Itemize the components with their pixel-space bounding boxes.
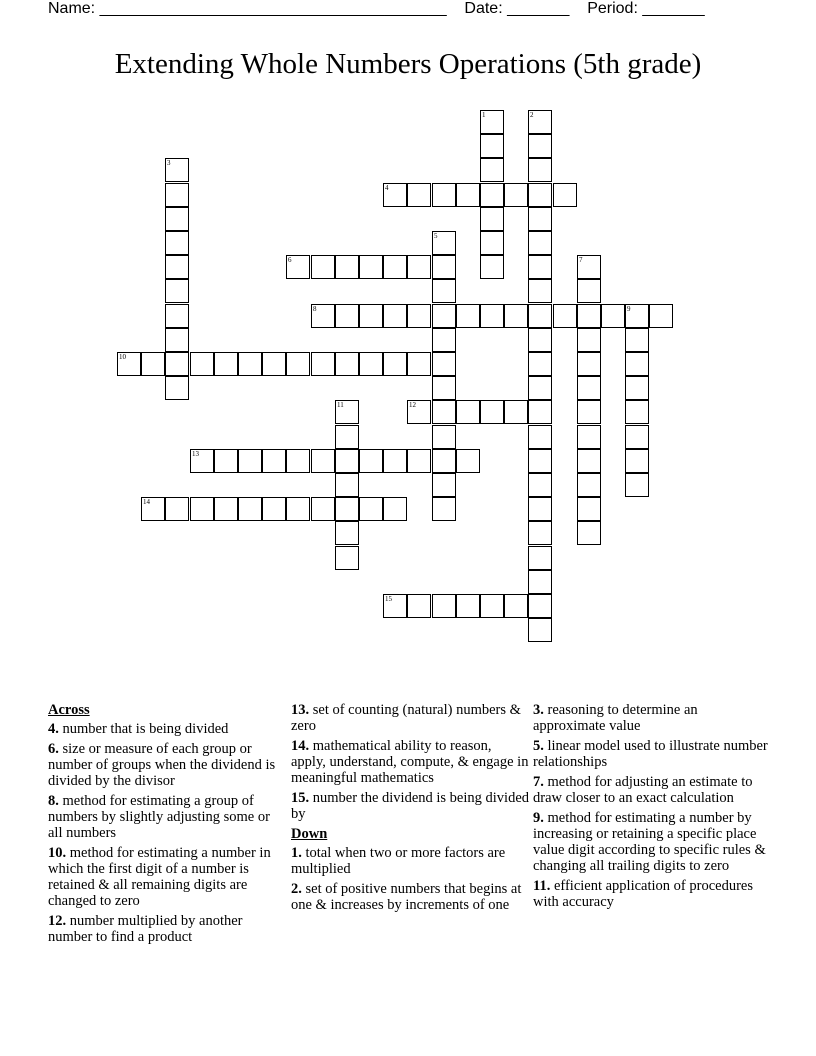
grid-cell[interactable] — [528, 158, 552, 182]
grid-cell-4[interactable] — [383, 183, 407, 207]
grid-cell[interactable] — [504, 183, 528, 207]
clue-text: mathematical ability to reason, apply, understand, compute, & engage in meaningful mathematics — [291, 738, 529, 786]
grid-cell-15[interactable] — [383, 594, 407, 618]
grid-cell[interactable] — [286, 449, 310, 473]
grid-cell[interactable] — [141, 352, 165, 376]
grid-cell[interactable] — [528, 328, 552, 352]
grid-cell-11[interactable] — [335, 400, 359, 424]
grid-cell[interactable] — [335, 473, 359, 497]
clue-number: 6. — [48, 741, 59, 757]
grid-cell[interactable] — [577, 400, 601, 424]
grid-cell[interactable] — [456, 400, 480, 424]
grid-cell[interactable] — [480, 231, 504, 255]
grid-cell[interactable] — [165, 376, 189, 400]
clue-down-5 — [533, 738, 771, 770]
grid-cell-2[interactable] — [528, 110, 552, 134]
clue-number: 7. — [533, 774, 544, 790]
grid-cell[interactable] — [480, 400, 504, 424]
grid-cell[interactable] — [480, 255, 504, 279]
grid-cell-1[interactable] — [480, 110, 504, 134]
grid-cell[interactable] — [407, 352, 431, 376]
clue-number-label: 7 — [579, 256, 583, 264]
clue-down-1 — [291, 845, 529, 877]
grid-cell[interactable] — [165, 279, 189, 303]
grid-cell[interactable] — [383, 352, 407, 376]
grid-cell[interactable] — [238, 352, 262, 376]
clue-text: set of positive numbers that begins at one & increases by increments of one — [291, 881, 522, 913]
grid-cell[interactable] — [383, 255, 407, 279]
clues-column-1 — [48, 702, 283, 949]
grid-cell[interactable] — [553, 183, 577, 207]
grid-cell[interactable] — [577, 449, 601, 473]
grid-cell[interactable] — [407, 449, 431, 473]
grid-cell[interactable] — [528, 352, 552, 376]
clue-across-8 — [48, 793, 283, 841]
clues-column-2 — [291, 702, 529, 917]
clue-text: method for estimating a number in which the first digit of a number is retained & all remaining digits are changed to zero — [48, 845, 271, 909]
grid-cell[interactable] — [528, 255, 552, 279]
grid-cell[interactable] — [625, 376, 649, 400]
grid-cell[interactable] — [528, 521, 552, 545]
grid-cell[interactable] — [577, 304, 601, 328]
grid-cell[interactable] — [165, 497, 189, 521]
grid-cell-8[interactable] — [311, 304, 335, 328]
grid-cell[interactable] — [528, 400, 552, 424]
grid-cell[interactable] — [480, 594, 504, 618]
clue-number-label: 9 — [627, 305, 631, 313]
grid-cell[interactable] — [601, 304, 625, 328]
grid-cell[interactable] — [456, 594, 480, 618]
grid-cell[interactable] — [625, 400, 649, 424]
clue-number: 13. — [291, 702, 310, 718]
clue-number: 1. — [291, 845, 302, 861]
grid-cell-9[interactable] — [625, 304, 649, 328]
clue-number-label: 14 — [143, 498, 150, 506]
grid-cell[interactable] — [625, 328, 649, 352]
grid-cell[interactable] — [456, 183, 480, 207]
grid-cell[interactable] — [262, 449, 286, 473]
grid-cell[interactable] — [262, 497, 286, 521]
clue-text: method for adjusting an estimate to draw closer to an exact calculation — [533, 774, 753, 806]
grid-cell[interactable] — [432, 328, 456, 352]
grid-cell[interactable] — [625, 352, 649, 376]
grid-cell[interactable] — [432, 304, 456, 328]
clue-text: set of counting (natural) numbers & zero — [291, 702, 521, 734]
clue-down-7 — [533, 774, 771, 806]
grid-cell[interactable] — [528, 304, 552, 328]
clue-number: 14. — [291, 738, 310, 754]
grid-cell[interactable] — [238, 449, 262, 473]
grid-cell[interactable] — [480, 183, 504, 207]
grid-cell[interactable] — [190, 497, 214, 521]
grid-cell[interactable] — [214, 449, 238, 473]
clue-down-2 — [291, 881, 529, 913]
grid-cell[interactable] — [528, 449, 552, 473]
clue-text: number multiplied by another number to find a product — [48, 913, 243, 945]
grid-cell[interactable] — [311, 352, 335, 376]
name-blank[interactable]: _______________________________________ — [99, 0, 447, 17]
clue-number: 12. — [48, 913, 67, 929]
grid-cell[interactable] — [165, 352, 189, 376]
grid-cell[interactable] — [407, 183, 431, 207]
grid-cell[interactable] — [335, 546, 359, 570]
grid-cell[interactable] — [335, 352, 359, 376]
across-heading: Across — [48, 702, 90, 718]
clue-number: 9. — [533, 810, 544, 826]
clue-number: 11. — [533, 878, 551, 894]
grid-cell[interactable] — [432, 425, 456, 449]
grid-cell-14[interactable] — [141, 497, 165, 521]
grid-cell-13[interactable] — [190, 449, 214, 473]
grid-cell[interactable] — [528, 473, 552, 497]
grid-cell[interactable] — [480, 158, 504, 182]
grid-cell[interactable] — [480, 134, 504, 158]
grid-cell[interactable] — [432, 352, 456, 376]
grid-cell[interactable] — [432, 255, 456, 279]
grid-cell[interactable] — [359, 352, 383, 376]
grid-cell[interactable] — [528, 207, 552, 231]
grid-cell[interactable] — [577, 497, 601, 521]
clue-across-12 — [48, 913, 283, 945]
period-blank[interactable]: _______ — [642, 0, 705, 17]
grid-cell[interactable] — [528, 497, 552, 521]
clue-across-14 — [291, 738, 529, 786]
clue-across-15 — [291, 790, 529, 822]
grid-cell[interactable] — [577, 425, 601, 449]
clue-number-label: 3 — [167, 159, 171, 167]
grid-cell[interactable] — [432, 183, 456, 207]
grid-cell[interactable] — [577, 521, 601, 545]
clue-number-label: 8 — [313, 305, 317, 313]
clue-number-label: 4 — [385, 184, 389, 192]
clue-text: number the dividend is being divided by — [291, 790, 530, 822]
grid-cell-10[interactable] — [117, 352, 141, 376]
page-title: Extending Whole Numbers Operations (5th grade) — [114, 48, 702, 80]
clue-number: 5. — [533, 738, 544, 754]
grid-cell[interactable] — [286, 497, 310, 521]
grid-cell[interactable] — [335, 521, 359, 545]
clue-text: reasoning to determine an approximate value — [533, 702, 698, 734]
grid-cell-7[interactable] — [577, 255, 601, 279]
clue-number: 2. — [291, 881, 302, 897]
grid-cell-3[interactable] — [165, 158, 189, 182]
grid-cell[interactable] — [432, 376, 456, 400]
grid-cell[interactable] — [625, 425, 649, 449]
clue-down-11 — [533, 878, 771, 910]
grid-cell[interactable] — [456, 449, 480, 473]
clue-text: total when two or more factors are multiplied — [291, 845, 506, 877]
grid-cell[interactable] — [165, 231, 189, 255]
grid-cell[interactable] — [625, 449, 649, 473]
grid-cell[interactable] — [528, 594, 552, 618]
grid-cell[interactable] — [311, 449, 335, 473]
clue-number-label: 2 — [530, 111, 534, 119]
grid-cell[interactable] — [504, 400, 528, 424]
clue-across-6 — [48, 741, 283, 789]
grid-cell-12[interactable] — [407, 400, 431, 424]
grid-cell[interactable] — [456, 304, 480, 328]
grid-cell[interactable] — [625, 473, 649, 497]
grid-cell[interactable] — [504, 304, 528, 328]
clue-text: linear model used to illustrate number relationships — [533, 738, 768, 770]
clue-number: 10. — [48, 845, 67, 861]
clue-number: 4. — [48, 721, 59, 737]
grid-cell[interactable] — [359, 304, 383, 328]
grid-cell[interactable] — [359, 449, 383, 473]
grid-cell[interactable] — [528, 570, 552, 594]
clue-down-3 — [533, 702, 771, 734]
down-heading: Down — [291, 826, 328, 842]
grid-cell[interactable] — [504, 594, 528, 618]
grid-cell[interactable] — [577, 473, 601, 497]
period-label: Period: — [587, 0, 638, 17]
grid-cell[interactable] — [528, 618, 552, 642]
grid-cell[interactable] — [383, 497, 407, 521]
clue-number-label: 11 — [337, 401, 344, 409]
grid-cell[interactable] — [480, 304, 504, 328]
clue-text: number that is being divided — [62, 721, 229, 737]
grid-cell[interactable] — [335, 255, 359, 279]
grid-cell[interactable] — [528, 279, 552, 303]
grid-cell[interactable] — [649, 304, 673, 328]
date-label: Date: — [464, 0, 503, 17]
grid-cell[interactable] — [165, 183, 189, 207]
grid-cell[interactable] — [311, 255, 335, 279]
clue-number-label: 6 — [288, 256, 292, 264]
grid-cell[interactable] — [407, 304, 431, 328]
grid-cell[interactable] — [553, 304, 577, 328]
grid-cell[interactable] — [577, 328, 601, 352]
grid-cell[interactable] — [577, 376, 601, 400]
grid-cell[interactable] — [335, 497, 359, 521]
grid-cell[interactable] — [165, 255, 189, 279]
clue-number: 8. — [48, 793, 59, 809]
grid-cell[interactable] — [528, 546, 552, 570]
grid-cell[interactable] — [383, 449, 407, 473]
grid-cell[interactable] — [407, 255, 431, 279]
grid-cell[interactable] — [214, 352, 238, 376]
grid-cell[interactable] — [407, 594, 431, 618]
clue-across-10 — [48, 845, 283, 909]
clue-number-label: 15 — [385, 595, 392, 603]
clue-text: size or measure of each group or number of groups when the dividend is divided by the divisor — [48, 741, 276, 789]
grid-cell[interactable] — [286, 352, 310, 376]
clue-text: method for estimating a number by increasing or retaining a specific place value digit according to specific rules & changing all trailing digits to zero — [533, 810, 766, 874]
clues-column-3 — [533, 702, 771, 914]
clue-number: 15. — [291, 790, 310, 806]
clue-number-label: 10 — [119, 353, 126, 361]
grid-cell[interactable] — [359, 255, 383, 279]
grid-cell[interactable] — [335, 449, 359, 473]
grid-cell[interactable] — [432, 594, 456, 618]
grid-cell[interactable] — [214, 497, 238, 521]
clue-number-label: 1 — [482, 111, 486, 119]
grid-cell[interactable] — [359, 497, 383, 521]
grid-cell[interactable] — [335, 304, 359, 328]
clue-number-label: 12 — [409, 401, 416, 409]
clue-across-4 — [48, 721, 283, 737]
grid-cell[interactable] — [432, 400, 456, 424]
clue-text: method for estimating a group of numbers by slightly adjusting some or all numbers — [48, 793, 270, 841]
grid-cell[interactable] — [480, 207, 504, 231]
grid-cell[interactable] — [190, 352, 214, 376]
grid-cell[interactable] — [432, 497, 456, 521]
grid-cell[interactable] — [528, 183, 552, 207]
grid-cell[interactable] — [165, 304, 189, 328]
clue-text: efficient application of procedures with accuracy — [533, 878, 753, 910]
grid-cell[interactable] — [577, 279, 601, 303]
clue-number-label: 5 — [434, 232, 438, 240]
grid-cell[interactable] — [432, 449, 456, 473]
grid-cell[interactable] — [311, 497, 335, 521]
grid-cell[interactable] — [165, 207, 189, 231]
grid-cell[interactable] — [528, 231, 552, 255]
clue-down-9 — [533, 810, 771, 874]
grid-cell[interactable] — [238, 497, 262, 521]
clue-across-13 — [291, 702, 529, 734]
grid-cell[interactable] — [165, 328, 189, 352]
grid-cell[interactable] — [262, 352, 286, 376]
grid-cell[interactable] — [432, 473, 456, 497]
name-label: Name: — [48, 0, 96, 17]
date-blank[interactable]: _______ — [507, 0, 570, 17]
grid-cell[interactable] — [528, 134, 552, 158]
grid-cell-6[interactable] — [286, 255, 310, 279]
clue-number-label: 13 — [192, 450, 199, 458]
grid-cell-5[interactable] — [432, 231, 456, 255]
grid-cell[interactable] — [383, 304, 407, 328]
grid-cell[interactable] — [577, 352, 601, 376]
grid-cell[interactable] — [528, 376, 552, 400]
clue-number: 3. — [533, 702, 544, 718]
grid-cell[interactable] — [432, 279, 456, 303]
grid-cell[interactable] — [335, 425, 359, 449]
grid-cell[interactable] — [528, 425, 552, 449]
